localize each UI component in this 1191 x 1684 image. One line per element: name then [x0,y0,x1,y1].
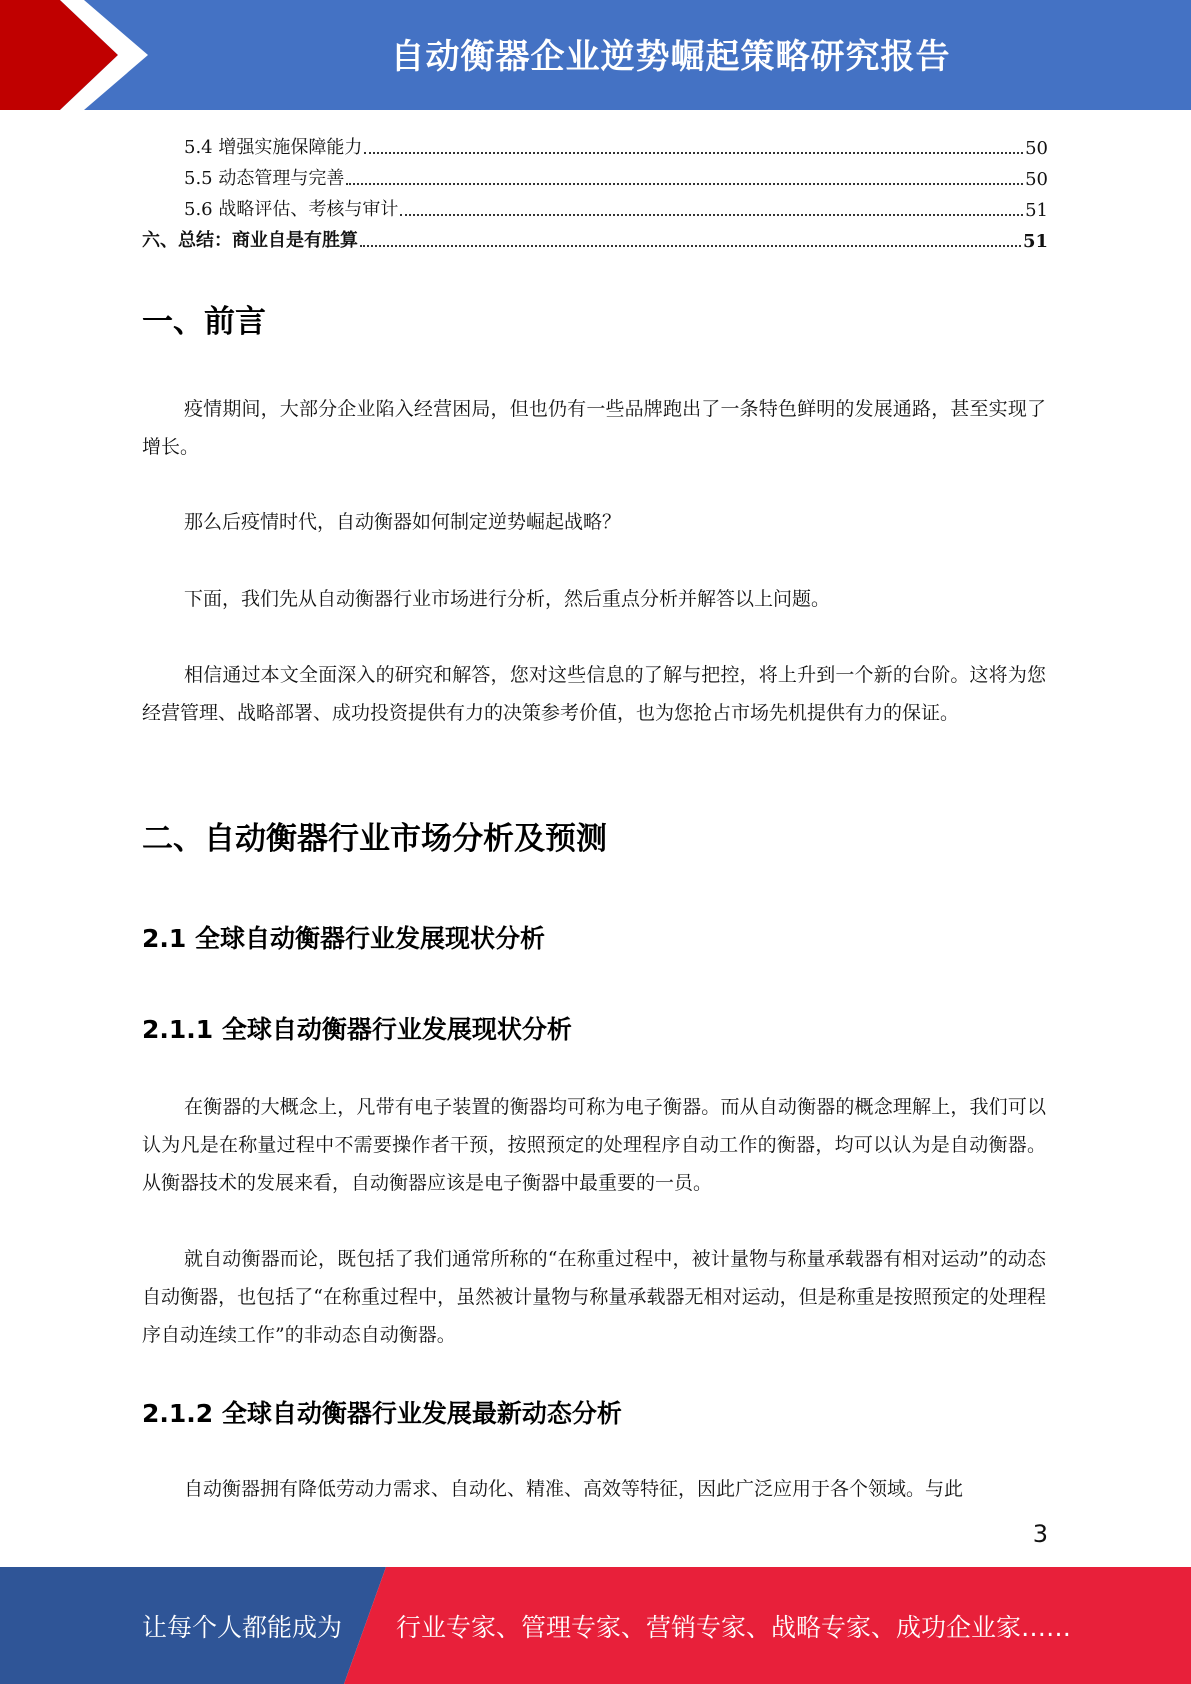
toc-entry-page: 50 [1025,169,1048,190]
toc-entry-page: 51 [1022,231,1048,252]
toc-entry-label: 5.4 增强实施保障能力 [184,137,363,158]
toc-leader-dots [346,183,1023,185]
page-header [0,0,1191,110]
footer-slogan-right: 行业专家、管理专家、营销专家、战略专家、成功企业家…… [396,1612,1072,1642]
toc-leader-dots [400,214,1023,216]
paragraph: 下面，我们先从自动衡器行业市场进行分析，然后重点分析并解答以上问题。 [184,588,831,610]
toc-entry-page: 51 [1025,200,1048,221]
toc-entry-label: 六、总结：商业自是有胜算 [142,230,358,251]
toc-entry[interactable] [142,159,1048,190]
toc-leader-dots [364,152,1023,154]
paragraph: 在衡器的大概念上，凡带有电子装置的衡器均可称为电子衡器。而从自动衡器的概念理解上，我们可以认为凡是在称量过程中不需要操作者干预，按照预定的处理程序自动工作的衡器，均可以认为是自动衡器。从衡器技术的发展来看，自动衡器应该是电子衡器中最重要的一员。 [142,1096,1046,1194]
paragraph: 那么后疫情时代，自动衡器如何制定逆势崛起战略？ [184,511,622,533]
toc-entry[interactable] [142,221,1048,252]
paragraph: 自动衡器拥有降低劳动力需求、自动化、精准、高效等特征，因此广泛应用于各个领域。与此 [184,1478,964,1500]
header-title: 自动衡器企业逆势崛起策略研究报告 [390,36,951,77]
paragraph: 就自动衡器而论，既包括了我们通常所称的“在称重过程中，被计量物与称量承载器有相对运动”的动态自动衡器，也包括了“在称重过程中，虽然被计量物与称量承载器无相对运动，但是称重是按照预定的处理程序自动连续工作”的非动态自动衡器。 [142,1248,1046,1346]
toc-entry-label: 5.6 战略评估、考核与审计 [184,199,399,220]
paragraph: 相信通过本文全面深入的研究和解答，您对这些信息的了解与把控，将上升到一个新的台阶。这将为您经营管理、战略部署、成功投资提供有力的决策参考价值，也为您抢占市场先机提供有力的保证。 [142,664,1046,724]
section-heading-market: 二、自动衡器行业市场分析及预测 [142,821,607,857]
toc-entry-label: 5.5 动态管理与完善 [184,168,345,189]
table-of-contents [142,128,1048,252]
page-footer [0,1567,1191,1684]
paragraph: 疫情期间，大部分企业陷入经营困局，但也仍有一些品牌跑出了一条特色鲜明的发展通路，甚至实现了增长。 [142,398,1046,458]
subsection-heading-2-1: 2.1 全球自动衡器行业发展现状分析 [142,924,545,953]
subsection-heading-2-1-2: 2.1.2 全球自动衡器行业发展最新动态分析 [142,1399,622,1428]
page-number: 3 [1032,1520,1048,1548]
toc-leader-dots [360,245,1021,247]
toc-entry[interactable] [142,128,1048,159]
section-heading-preface: 一、前言 [142,304,266,340]
toc-entry-page: 50 [1025,138,1048,159]
subsection-heading-2-1-1: 2.1.1 全球自动衡器行业发展现状分析 [142,1015,572,1044]
footer-slogan-left: 让每个人都能成为 [142,1612,343,1642]
toc-entry[interactable] [142,190,1048,221]
